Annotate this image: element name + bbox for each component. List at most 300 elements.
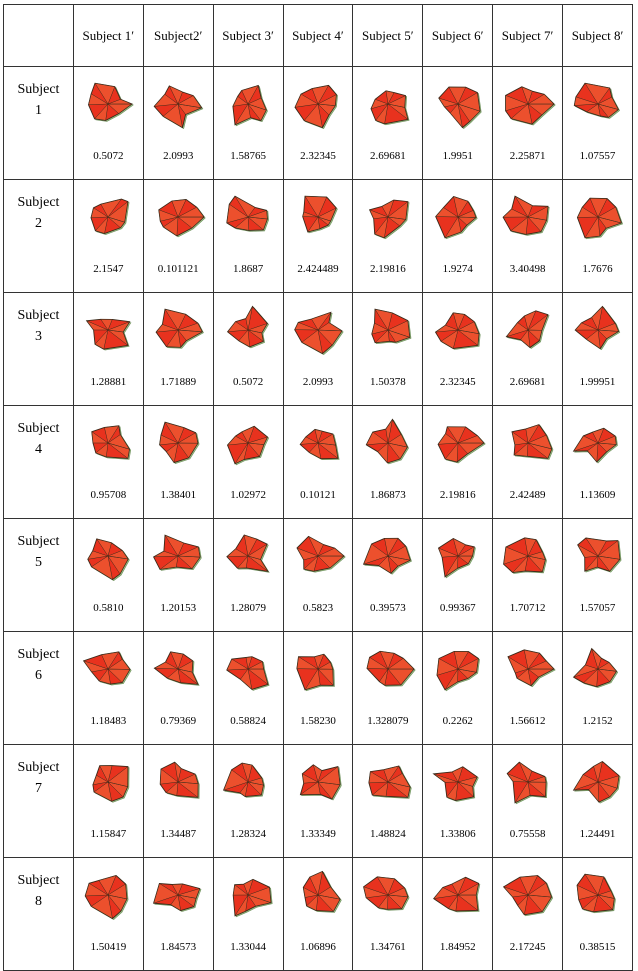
mesh-shape-icon [360, 529, 416, 581]
table-cell [353, 858, 423, 971]
mesh-shape-icon [430, 77, 486, 129]
distance-value: 1.328079 [367, 715, 409, 727]
table-row [4, 745, 633, 858]
table-cell [283, 180, 353, 293]
mesh-shape-icon [430, 303, 486, 355]
row-header-line2: 5 [34, 555, 42, 570]
table-row [4, 293, 633, 406]
table-cell [353, 632, 423, 745]
mesh-shape-icon [570, 190, 626, 242]
cell-content [74, 406, 143, 518]
table-cell [563, 67, 633, 180]
distance-value: 0.5072 [93, 150, 124, 162]
distance-value: 1.71889 [160, 376, 197, 388]
table-cell [563, 406, 633, 519]
table-cell [563, 858, 633, 971]
mesh-shape-icon [80, 190, 136, 242]
distance-value: 1.58230 [300, 715, 336, 727]
table-row [4, 180, 633, 293]
cell-content [493, 632, 562, 744]
distance-value: 1.02972 [230, 489, 266, 501]
row-header-line2: 2 [34, 216, 42, 231]
cell-content [353, 858, 422, 970]
table-cell [423, 745, 493, 858]
cell-content [423, 632, 492, 744]
row-header [4, 745, 74, 858]
distance-value: 2.0993 [302, 376, 334, 388]
cell-content [284, 293, 353, 405]
distance-value: 1.84952 [439, 941, 476, 953]
distance-value: 1.70712 [509, 602, 546, 614]
cell-content [214, 632, 283, 744]
cell-content [284, 519, 353, 631]
column-header: Subject 6′ [423, 5, 493, 67]
table-cell [423, 519, 493, 632]
table-cell [563, 745, 633, 858]
mesh-shape-icon [570, 642, 626, 694]
table-cell [143, 632, 213, 745]
cell-content [74, 293, 143, 405]
mesh-shape-icon [80, 868, 136, 920]
row-header-line2: 6 [34, 668, 42, 683]
table-cell [73, 293, 143, 406]
mesh-shape-icon [220, 529, 276, 581]
mesh-shape-icon [570, 755, 626, 807]
distance-value: 0.39573 [369, 602, 406, 614]
mesh-shape-icon [500, 190, 556, 242]
column-header: Subject 4′ [283, 5, 353, 67]
mesh-shape-icon [500, 642, 556, 694]
cell-content [74, 745, 143, 857]
mesh-shape-icon [220, 642, 276, 694]
distance-value: 0.10121 [300, 489, 336, 501]
table-cell [143, 180, 213, 293]
row-header [4, 632, 74, 745]
distance-value: 0.101121 [157, 263, 199, 275]
distance-value: 2.17245 [509, 941, 546, 953]
cell-content [214, 745, 283, 857]
cell-content [563, 858, 632, 970]
distance-value: 2.1547 [93, 263, 124, 275]
distance-value: 1.56612 [509, 715, 546, 727]
mesh-shape-icon [150, 529, 206, 581]
row-header [4, 519, 74, 632]
row-header-line1: Subject [17, 873, 60, 888]
table-cell [283, 632, 353, 745]
table-cell [563, 293, 633, 406]
cell-content [74, 632, 143, 744]
cell-content [563, 745, 632, 857]
cell-content [353, 180, 422, 292]
distance-value: 2.424489 [297, 263, 339, 275]
distance-value: 0.79369 [160, 715, 197, 727]
distance-value: 1.84573 [160, 941, 197, 953]
table-cell [493, 519, 563, 632]
mesh-shape-icon [220, 190, 276, 242]
distance-value: 0.38515 [579, 941, 616, 953]
cell-content [423, 858, 492, 970]
table-cell [423, 632, 493, 745]
cell-content [144, 406, 213, 518]
mesh-shape-icon [500, 529, 556, 581]
mesh-shape-icon [430, 416, 486, 468]
distance-value: 1.50419 [90, 941, 127, 953]
distance-value: 1.18483 [90, 715, 127, 727]
row-header-line2: 4 [34, 442, 42, 457]
distance-value: 2.0993 [163, 150, 194, 162]
cell-content [74, 858, 143, 970]
column-header: Subject2′ [143, 5, 213, 67]
mesh-shape-icon [430, 529, 486, 581]
mesh-shape-icon [360, 642, 416, 694]
table-cell [73, 632, 143, 745]
distance-value: 1.58765 [230, 150, 266, 162]
table-cell [143, 858, 213, 971]
distance-value: 1.34487 [160, 828, 197, 840]
mesh-shape-icon [290, 416, 346, 468]
cell-content [214, 293, 283, 405]
mesh-shape-icon [290, 303, 346, 355]
table-cell [73, 745, 143, 858]
table-cell [283, 519, 353, 632]
mesh-shape-icon [150, 642, 206, 694]
table-cell [73, 858, 143, 971]
table-cell [213, 180, 283, 293]
table-cell [73, 67, 143, 180]
distance-value: 1.15847 [90, 828, 127, 840]
mesh-shape-icon [290, 868, 346, 920]
table-cell [423, 180, 493, 293]
table-cell [563, 180, 633, 293]
cell-content [493, 519, 562, 631]
row-header [4, 293, 74, 406]
distance-value: 1.07557 [579, 150, 616, 162]
row-header-line1: Subject [17, 647, 60, 662]
mesh-shape-icon [290, 755, 346, 807]
cell-content [353, 67, 422, 179]
distance-value: 0.58824 [230, 715, 266, 727]
mesh-shape-icon [220, 868, 276, 920]
mesh-shape-icon [570, 303, 626, 355]
cell-content [423, 745, 492, 857]
distance-value: 2.32345 [439, 376, 476, 388]
header-row [4, 5, 633, 67]
cell-content [284, 632, 353, 744]
distance-value: 1.28881 [90, 376, 127, 388]
table-cell [283, 858, 353, 971]
distance-value: 0.2262 [442, 715, 473, 727]
table-cell [493, 293, 563, 406]
table-cell [563, 519, 633, 632]
cell-content [284, 858, 353, 970]
distance-value: 2.32345 [300, 150, 336, 162]
column-header: Subject 8′ [563, 5, 633, 67]
row-header-line1: Subject [17, 195, 60, 210]
mesh-shape-icon [430, 868, 486, 920]
cell-content [144, 858, 213, 970]
table-cell [353, 519, 423, 632]
table-cell [73, 519, 143, 632]
row-header [4, 180, 74, 293]
mesh-shape-icon [500, 303, 556, 355]
mesh-shape-icon [570, 529, 626, 581]
column-header: Subject 7′ [493, 5, 563, 67]
distance-value: 0.75558 [509, 828, 546, 840]
distance-value: 0.5810 [93, 602, 124, 614]
mesh-shape-icon [150, 868, 206, 920]
table-cell [493, 180, 563, 293]
distance-value: 1.33044 [230, 941, 266, 953]
distance-value: 0.99367 [439, 602, 476, 614]
corner-cell [4, 5, 74, 67]
mesh-shape-icon [430, 755, 486, 807]
mesh-shape-icon [80, 416, 136, 468]
mesh-shape-icon [500, 416, 556, 468]
distance-value: 1.50378 [369, 376, 406, 388]
mesh-shape-icon [150, 416, 206, 468]
distance-value: 2.19816 [369, 263, 406, 275]
table-cell [353, 180, 423, 293]
mesh-shape-icon [80, 303, 136, 355]
table-cell [73, 180, 143, 293]
mesh-shape-icon [80, 529, 136, 581]
distance-value: 1.28324 [230, 828, 266, 840]
table-cell [143, 745, 213, 858]
table-cell [493, 858, 563, 971]
row-header [4, 67, 74, 180]
row-header-line1: Subject [17, 760, 60, 775]
distance-value: 2.69681 [369, 150, 406, 162]
mesh-shape-icon [570, 77, 626, 129]
cell-content [423, 293, 492, 405]
mesh-shape-icon [430, 190, 486, 242]
table-cell [493, 632, 563, 745]
mesh-shape-icon [290, 77, 346, 129]
cell-content [353, 519, 422, 631]
cell-content [563, 180, 632, 292]
mesh-shape-icon [220, 416, 276, 468]
comparison-table [3, 4, 633, 971]
table-row [4, 519, 633, 632]
table-cell [213, 67, 283, 180]
table-cell [353, 67, 423, 180]
mesh-shape-icon [360, 755, 416, 807]
cell-content [423, 406, 492, 518]
table-cell [283, 406, 353, 519]
mesh-shape-icon [80, 755, 136, 807]
distance-value: 1.13609 [579, 489, 616, 501]
cell-content [144, 519, 213, 631]
mesh-shape-icon [220, 77, 276, 129]
cell-content [214, 180, 283, 292]
table-cell [213, 858, 283, 971]
cell-content [423, 67, 492, 179]
distance-value: 1.9274 [442, 263, 473, 275]
distance-value: 1.99951 [579, 376, 616, 388]
distance-value: 1.33806 [439, 828, 476, 840]
table-cell [493, 67, 563, 180]
table-cell [213, 406, 283, 519]
table-cell [353, 293, 423, 406]
cell-content [423, 180, 492, 292]
cell-content [353, 745, 422, 857]
table-row [4, 858, 633, 971]
cell-content [74, 180, 143, 292]
cell-content [144, 632, 213, 744]
cell-content [493, 180, 562, 292]
cell-content [353, 293, 422, 405]
cell-content [563, 406, 632, 518]
row-header-line1: Subject [17, 421, 60, 436]
mesh-shape-icon [500, 77, 556, 129]
mesh-shape-icon [80, 77, 136, 129]
distance-value: 1.57057 [579, 602, 616, 614]
table-cell [213, 519, 283, 632]
row-header-line2: 3 [34, 329, 42, 344]
row-header-line2: 7 [34, 781, 42, 796]
distance-value: 0.5072 [232, 376, 264, 388]
mesh-shape-icon [150, 190, 206, 242]
distance-value: 1.2152 [582, 715, 613, 727]
mesh-shape-icon [570, 416, 626, 468]
distance-value: 1.33349 [300, 828, 336, 840]
table-cell [143, 406, 213, 519]
distance-value: 2.42489 [509, 489, 546, 501]
table-cell [353, 406, 423, 519]
cell-content [493, 858, 562, 970]
table-cell [73, 406, 143, 519]
row-header-line1: Subject [17, 82, 60, 97]
cell-content [353, 632, 422, 744]
mesh-shape-icon [360, 416, 416, 468]
cell-content [144, 293, 213, 405]
column-header: Subject 1′ [73, 5, 143, 67]
mesh-shape-icon [220, 303, 276, 355]
table-cell [563, 632, 633, 745]
distance-value: 3.40498 [509, 263, 546, 275]
table-row [4, 406, 633, 519]
table-cell [143, 519, 213, 632]
distance-value: 1.34761 [369, 941, 406, 953]
cell-content [493, 293, 562, 405]
cell-content [214, 858, 283, 970]
table-cell [423, 858, 493, 971]
row-header-line2: 8 [34, 894, 42, 909]
table-cell [423, 293, 493, 406]
mesh-shape-icon [570, 868, 626, 920]
cell-content [144, 745, 213, 857]
table-cell [353, 745, 423, 858]
cell-content [563, 293, 632, 405]
cell-content [74, 519, 143, 631]
mesh-shape-icon [290, 529, 346, 581]
cell-content [493, 406, 562, 518]
cell-content [214, 67, 283, 179]
distance-value: 2.69681 [509, 376, 546, 388]
table-cell [493, 745, 563, 858]
mesh-shape-icon [290, 642, 346, 694]
mesh-shape-icon [360, 868, 416, 920]
mesh-shape-icon [150, 77, 206, 129]
mesh-shape-icon [360, 190, 416, 242]
table-cell [213, 745, 283, 858]
distance-value: 1.7676 [582, 263, 613, 275]
cell-content [423, 519, 492, 631]
cell-content [214, 519, 283, 631]
mesh-shape-icon [150, 303, 206, 355]
table-row [4, 67, 633, 180]
table-cell [283, 67, 353, 180]
table-body [4, 5, 633, 971]
mesh-shape-icon [360, 77, 416, 129]
column-header: Subject 3′ [213, 5, 283, 67]
table-cell [283, 293, 353, 406]
mesh-shape-icon [220, 755, 276, 807]
distance-value: 1.06896 [300, 941, 336, 953]
cell-content [144, 67, 213, 179]
row-header-line1: Subject [17, 308, 60, 323]
mesh-shape-icon [500, 868, 556, 920]
cell-content [284, 67, 353, 179]
distance-value: 0.5823 [302, 602, 334, 614]
cell-content [144, 180, 213, 292]
table-row [4, 632, 633, 745]
cell-content [284, 745, 353, 857]
table-cell [213, 632, 283, 745]
cell-content [353, 406, 422, 518]
cell-content [284, 180, 353, 292]
cell-content [563, 632, 632, 744]
cell-content [74, 67, 143, 179]
cell-content [214, 406, 283, 518]
row-header [4, 406, 74, 519]
distance-value: 2.19816 [439, 489, 476, 501]
distance-value: 0.95708 [90, 489, 127, 501]
table-cell [143, 293, 213, 406]
row-header [4, 858, 74, 971]
table-cell [493, 406, 563, 519]
distance-value: 1.9951 [442, 150, 473, 162]
table-cell [423, 67, 493, 180]
mesh-shape-icon [360, 303, 416, 355]
cell-content [563, 67, 632, 179]
mesh-shape-icon [80, 642, 136, 694]
distance-value: 1.28079 [230, 602, 266, 614]
mesh-shape-icon [430, 642, 486, 694]
mesh-shape-icon [150, 755, 206, 807]
mesh-shape-icon [500, 755, 556, 807]
row-header-line2: 1 [34, 103, 42, 118]
table-cell [283, 745, 353, 858]
column-header: Subject 5′ [353, 5, 423, 67]
cell-content [493, 67, 562, 179]
distance-value: 1.24491 [579, 828, 616, 840]
distance-value: 1.48824 [369, 828, 406, 840]
table-cell [423, 406, 493, 519]
cell-content [563, 519, 632, 631]
distance-value: 2.25871 [509, 150, 546, 162]
distance-value: 1.86873 [369, 489, 406, 501]
distance-value: 1.8687 [232, 263, 264, 275]
distance-value: 1.38401 [160, 489, 197, 501]
table-cell [143, 67, 213, 180]
row-header-line1: Subject [17, 534, 60, 549]
table-cell [213, 293, 283, 406]
distance-value: 1.20153 [160, 602, 197, 614]
mesh-shape-icon [290, 190, 346, 242]
cell-content [493, 745, 562, 857]
cell-content [284, 406, 353, 518]
